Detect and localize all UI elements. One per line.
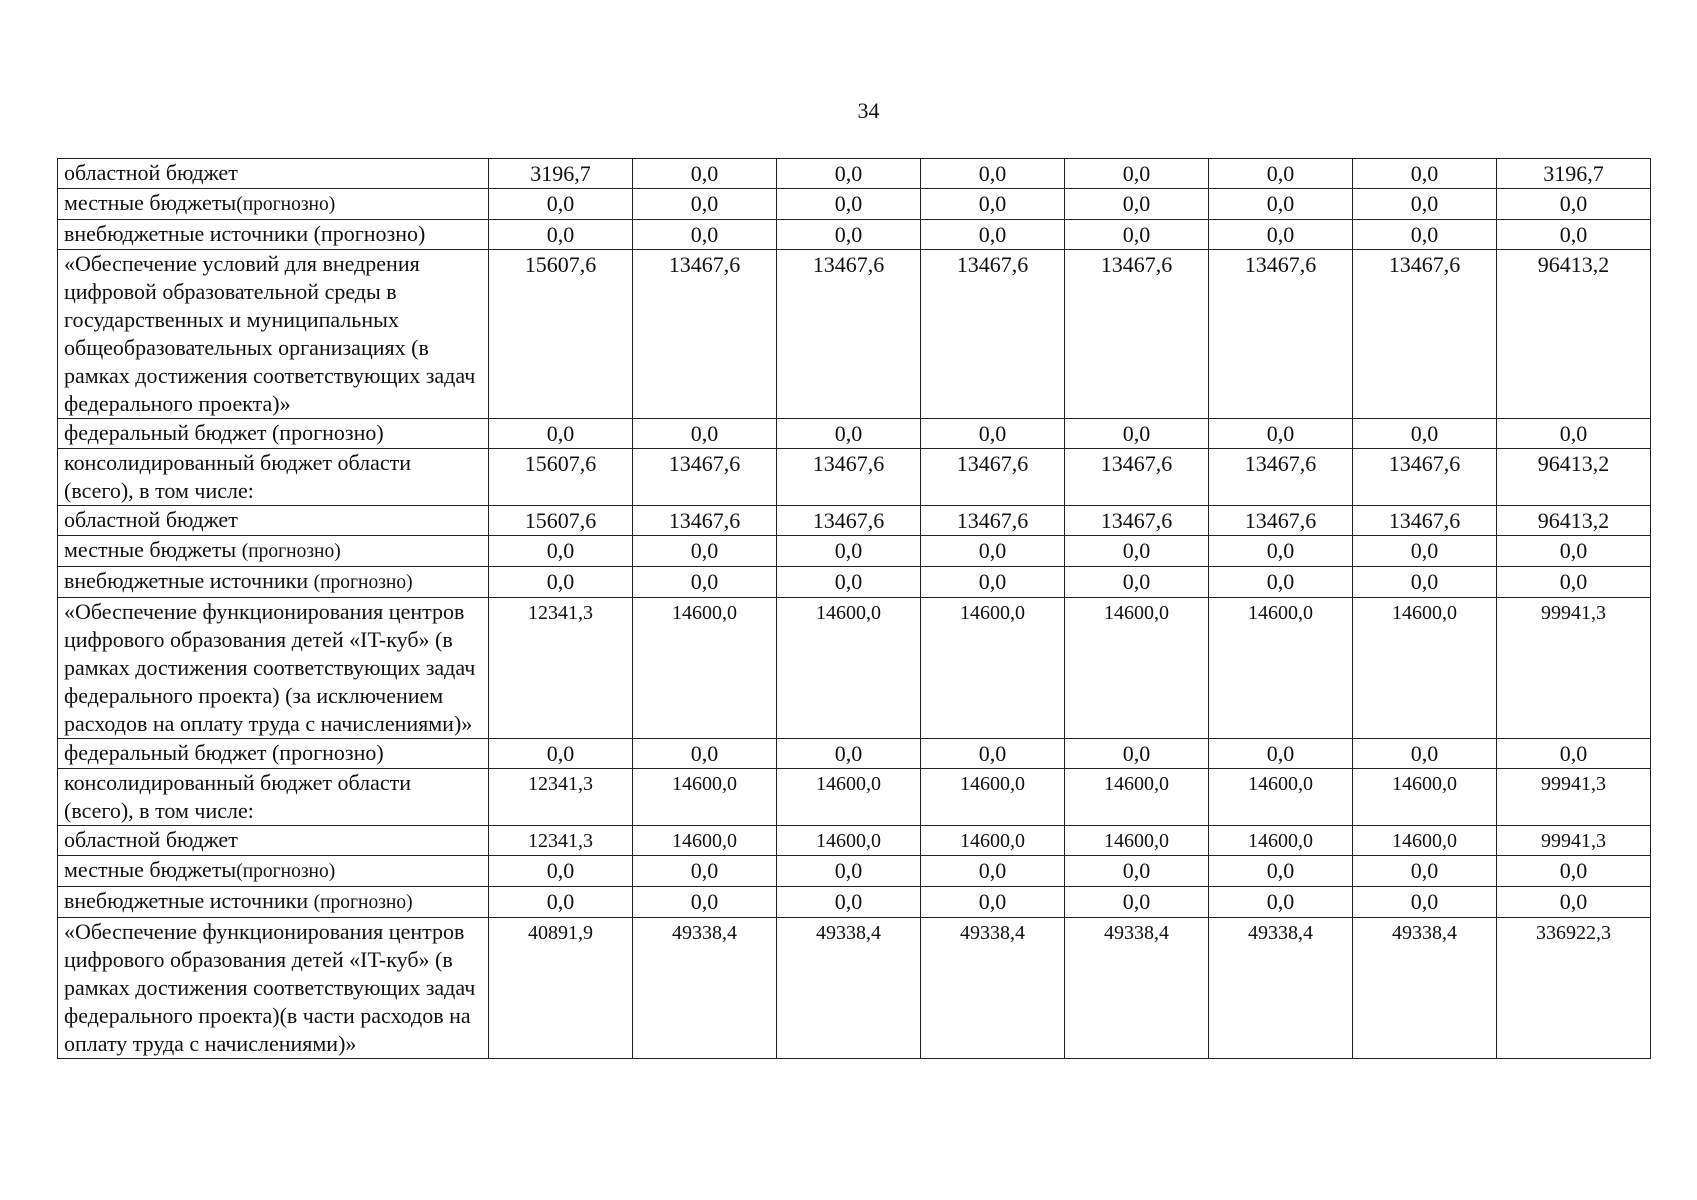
value-cell: 13467,6 [633, 250, 777, 419]
row-label-text: внебюджетные источники [64, 888, 314, 913]
value-cell: 0,0 [1209, 887, 1353, 918]
value-cell: 13467,6 [1065, 506, 1209, 536]
total-cell: 0,0 [1497, 567, 1651, 598]
total-cell: 0,0 [1497, 887, 1651, 918]
row-label [58, 598, 489, 739]
value-cell: 13467,6 [1209, 449, 1353, 506]
value-cell: 14600,0 [1353, 769, 1497, 826]
value-cell: 13467,6 [921, 250, 1065, 419]
row-label [58, 918, 489, 1059]
table-row [58, 536, 1651, 567]
table-row [58, 250, 1651, 419]
value-cell: 0,0 [1353, 856, 1497, 887]
value-cell: 0,0 [489, 856, 633, 887]
value-cell: 13467,6 [921, 449, 1065, 506]
value-cell: 0,0 [1065, 739, 1209, 769]
value-cell: 13467,6 [1353, 506, 1497, 536]
value-cell: 49338,4 [777, 918, 921, 1059]
value-cell: 0,0 [633, 887, 777, 918]
row-label [58, 739, 489, 769]
value-cell: 14600,0 [1353, 826, 1497, 856]
value-cell: 0,0 [1065, 567, 1209, 598]
value-cell: 0,0 [1353, 887, 1497, 918]
value-cell: 0,0 [1353, 536, 1497, 567]
value-cell: 0,0 [633, 159, 777, 189]
value-cell: 0,0 [777, 419, 921, 449]
total-cell: 96413,2 [1497, 506, 1651, 536]
value-cell: 0,0 [633, 567, 777, 598]
table-body [58, 159, 1651, 1059]
row-label-text: местные бюджеты [64, 190, 237, 215]
value-cell: 0,0 [1209, 536, 1353, 567]
value-cell: 0,0 [777, 159, 921, 189]
value-cell: 13467,6 [777, 449, 921, 506]
row-label-text: консолидированный бюджет области (всего), в том числе: [64, 770, 412, 823]
value-cell: 12341,3 [489, 598, 633, 739]
value-cell: 0,0 [1065, 856, 1209, 887]
value-cell: 0,0 [1353, 567, 1497, 598]
value-cell: 14600,0 [1065, 826, 1209, 856]
value-cell: 15607,6 [489, 250, 633, 419]
table-row [58, 739, 1651, 769]
value-cell: 0,0 [777, 739, 921, 769]
value-cell: 13467,6 [777, 506, 921, 536]
row-label-text: местные бюджеты [64, 537, 242, 562]
value-cell: 0,0 [633, 220, 777, 250]
page-number: 34 [857, 98, 880, 123]
value-cell: 0,0 [921, 419, 1065, 449]
row-label [58, 189, 489, 220]
value-cell: 0,0 [489, 220, 633, 250]
value-cell: 14600,0 [921, 598, 1065, 739]
value-cell: 14600,0 [921, 769, 1065, 826]
value-cell: 0,0 [633, 739, 777, 769]
value-cell: 49338,4 [921, 918, 1065, 1059]
row-label-text: местные бюджеты [64, 857, 237, 882]
value-cell: 14600,0 [633, 598, 777, 739]
value-cell: 14600,0 [633, 769, 777, 826]
value-cell: 0,0 [489, 739, 633, 769]
value-cell: 13467,6 [1065, 449, 1209, 506]
row-label [58, 887, 489, 918]
table-row [58, 220, 1651, 250]
value-cell: 0,0 [777, 856, 921, 887]
value-cell: 0,0 [1353, 159, 1497, 189]
value-cell: 0,0 [1209, 856, 1353, 887]
value-cell: 14600,0 [1209, 826, 1353, 856]
value-cell: 0,0 [921, 567, 1065, 598]
value-cell: 13467,6 [1353, 250, 1497, 419]
row-label [58, 506, 489, 536]
table-row [58, 449, 1651, 506]
value-cell: 14600,0 [1209, 598, 1353, 739]
total-cell: 99941,3 [1497, 769, 1651, 826]
total-cell: 3196,7 [1497, 159, 1651, 189]
value-cell: 49338,4 [1209, 918, 1353, 1059]
value-cell: 14600,0 [777, 769, 921, 826]
value-cell: 0,0 [1353, 419, 1497, 449]
row-label [58, 536, 489, 567]
row-label-note: (прогнозно) [236, 194, 336, 215]
row-label-text: внебюджетные источники (прогнозно) [64, 221, 426, 246]
table-row [58, 856, 1651, 887]
table-row [58, 159, 1651, 189]
value-cell: 15607,6 [489, 506, 633, 536]
total-cell: 0,0 [1497, 189, 1651, 220]
value-cell: 0,0 [489, 887, 633, 918]
total-cell: 336922,3 [1497, 918, 1651, 1059]
value-cell: 0,0 [1065, 536, 1209, 567]
value-cell: 49338,4 [633, 918, 777, 1059]
value-cell: 0,0 [633, 856, 777, 887]
table-row [58, 189, 1651, 220]
total-cell: 0,0 [1497, 536, 1651, 567]
value-cell: 49338,4 [1065, 918, 1209, 1059]
row-label [58, 220, 489, 250]
table-row [58, 887, 1651, 918]
value-cell: 13467,6 [777, 250, 921, 419]
row-label-text: областной бюджет [64, 827, 238, 852]
value-cell: 12341,3 [489, 769, 633, 826]
value-cell: 14600,0 [633, 826, 777, 856]
value-cell: 0,0 [921, 887, 1065, 918]
row-label-text: «Обеспечение функционирования центров цифрового образования детей «IT-куб» (в рамках достижения соответствующих задач федерального проекта) (за исключением расходов на оплату труда с начислениями)» [64, 599, 476, 736]
value-cell: 0,0 [489, 189, 633, 220]
total-cell: 99941,3 [1497, 598, 1651, 739]
row-label [58, 250, 489, 419]
value-cell: 0,0 [777, 887, 921, 918]
value-cell: 0,0 [1065, 887, 1209, 918]
total-cell: 96413,2 [1497, 449, 1651, 506]
value-cell: 14600,0 [1209, 769, 1353, 826]
value-cell: 0,0 [1065, 220, 1209, 250]
value-cell: 0,0 [777, 536, 921, 567]
value-cell: 13467,6 [1065, 250, 1209, 419]
value-cell: 0,0 [1209, 159, 1353, 189]
row-label-text: областной бюджет [64, 160, 238, 185]
value-cell: 0,0 [921, 536, 1065, 567]
value-cell: 0,0 [489, 536, 633, 567]
total-cell: 0,0 [1497, 419, 1651, 449]
value-cell: 0,0 [1209, 220, 1353, 250]
value-cell: 0,0 [777, 189, 921, 220]
value-cell: 0,0 [1209, 189, 1353, 220]
value-cell: 0,0 [489, 567, 633, 598]
value-cell: 14600,0 [1065, 769, 1209, 826]
value-cell: 13467,6 [1353, 449, 1497, 506]
table-row [58, 826, 1651, 856]
value-cell: 0,0 [1065, 419, 1209, 449]
value-cell: 0,0 [921, 856, 1065, 887]
value-cell: 13467,6 [1209, 506, 1353, 536]
value-cell: 14600,0 [921, 826, 1065, 856]
row-label [58, 826, 489, 856]
row-label-text: «Обеспечение функционирования центров цифрового образования детей «IT-куб» (в рамках достижения соответствующих задач федерального проекта)(в части расходов на оплату труда с начислениями)» [64, 919, 476, 1056]
value-cell: 0,0 [777, 220, 921, 250]
row-label [58, 567, 489, 598]
value-cell: 14600,0 [1065, 598, 1209, 739]
row-label-note: (прогнозно) [236, 861, 336, 882]
table-row [58, 769, 1651, 826]
row-label [58, 856, 489, 887]
value-cell: 0,0 [1065, 189, 1209, 220]
value-cell: 14600,0 [777, 598, 921, 739]
value-cell: 0,0 [1353, 220, 1497, 250]
total-cell: 99941,3 [1497, 826, 1651, 856]
value-cell: 15607,6 [489, 449, 633, 506]
total-cell: 0,0 [1497, 220, 1651, 250]
row-label-note: (прогнозно) [313, 572, 413, 593]
value-cell: 0,0 [921, 220, 1065, 250]
value-cell: 0,0 [921, 189, 1065, 220]
row-label [58, 769, 489, 826]
value-cell: 0,0 [777, 567, 921, 598]
row-label-note: (прогнозно) [241, 541, 341, 562]
value-cell: 0,0 [1065, 159, 1209, 189]
value-cell: 12341,3 [489, 826, 633, 856]
value-cell: 13467,6 [1209, 250, 1353, 419]
total-cell: 0,0 [1497, 856, 1651, 887]
value-cell: 49338,4 [1353, 918, 1497, 1059]
row-label-text: федеральный бюджет (прогнозно) [64, 740, 384, 765]
row-label [58, 449, 489, 506]
row-label-text: внебюджетные источники [64, 568, 314, 593]
value-cell: 0,0 [1209, 567, 1353, 598]
table-row [58, 506, 1651, 536]
row-label-text: «Обеспечение условий для внедрения цифровой образовательной среды в государственных и муниципальных общеобразовательных организациях (в рамках достижения соответствующих задач федерального проекта)» [64, 251, 476, 416]
table-row [58, 598, 1651, 739]
value-cell: 0,0 [921, 739, 1065, 769]
value-cell: 0,0 [633, 536, 777, 567]
row-label [58, 159, 489, 189]
table-row [58, 918, 1651, 1059]
value-cell: 40891,9 [489, 918, 633, 1059]
value-cell: 14600,0 [1353, 598, 1497, 739]
total-cell: 0,0 [1497, 739, 1651, 769]
value-cell: 0,0 [489, 419, 633, 449]
value-cell: 0,0 [1353, 189, 1497, 220]
value-cell: 0,0 [1353, 739, 1497, 769]
value-cell: 0,0 [1209, 739, 1353, 769]
row-label [58, 419, 489, 449]
table-row [58, 419, 1651, 449]
row-label-text: областной бюджет [64, 507, 238, 532]
value-cell: 13467,6 [633, 506, 777, 536]
value-cell: 13467,6 [633, 449, 777, 506]
value-cell: 3196,7 [489, 159, 633, 189]
value-cell: 0,0 [921, 159, 1065, 189]
table-row [58, 567, 1651, 598]
value-cell: 14600,0 [777, 826, 921, 856]
total-cell: 96413,2 [1497, 250, 1651, 419]
value-cell: 0,0 [633, 419, 777, 449]
row-label-text: консолидированный бюджет области (всего), в том числе: [64, 450, 412, 503]
value-cell: 0,0 [1209, 419, 1353, 449]
value-cell: 13467,6 [921, 506, 1065, 536]
budget-table [57, 158, 1651, 1059]
value-cell: 0,0 [633, 189, 777, 220]
row-label-note: (прогнозно) [313, 892, 413, 913]
row-label-text: федеральный бюджет (прогнозно) [64, 420, 384, 445]
